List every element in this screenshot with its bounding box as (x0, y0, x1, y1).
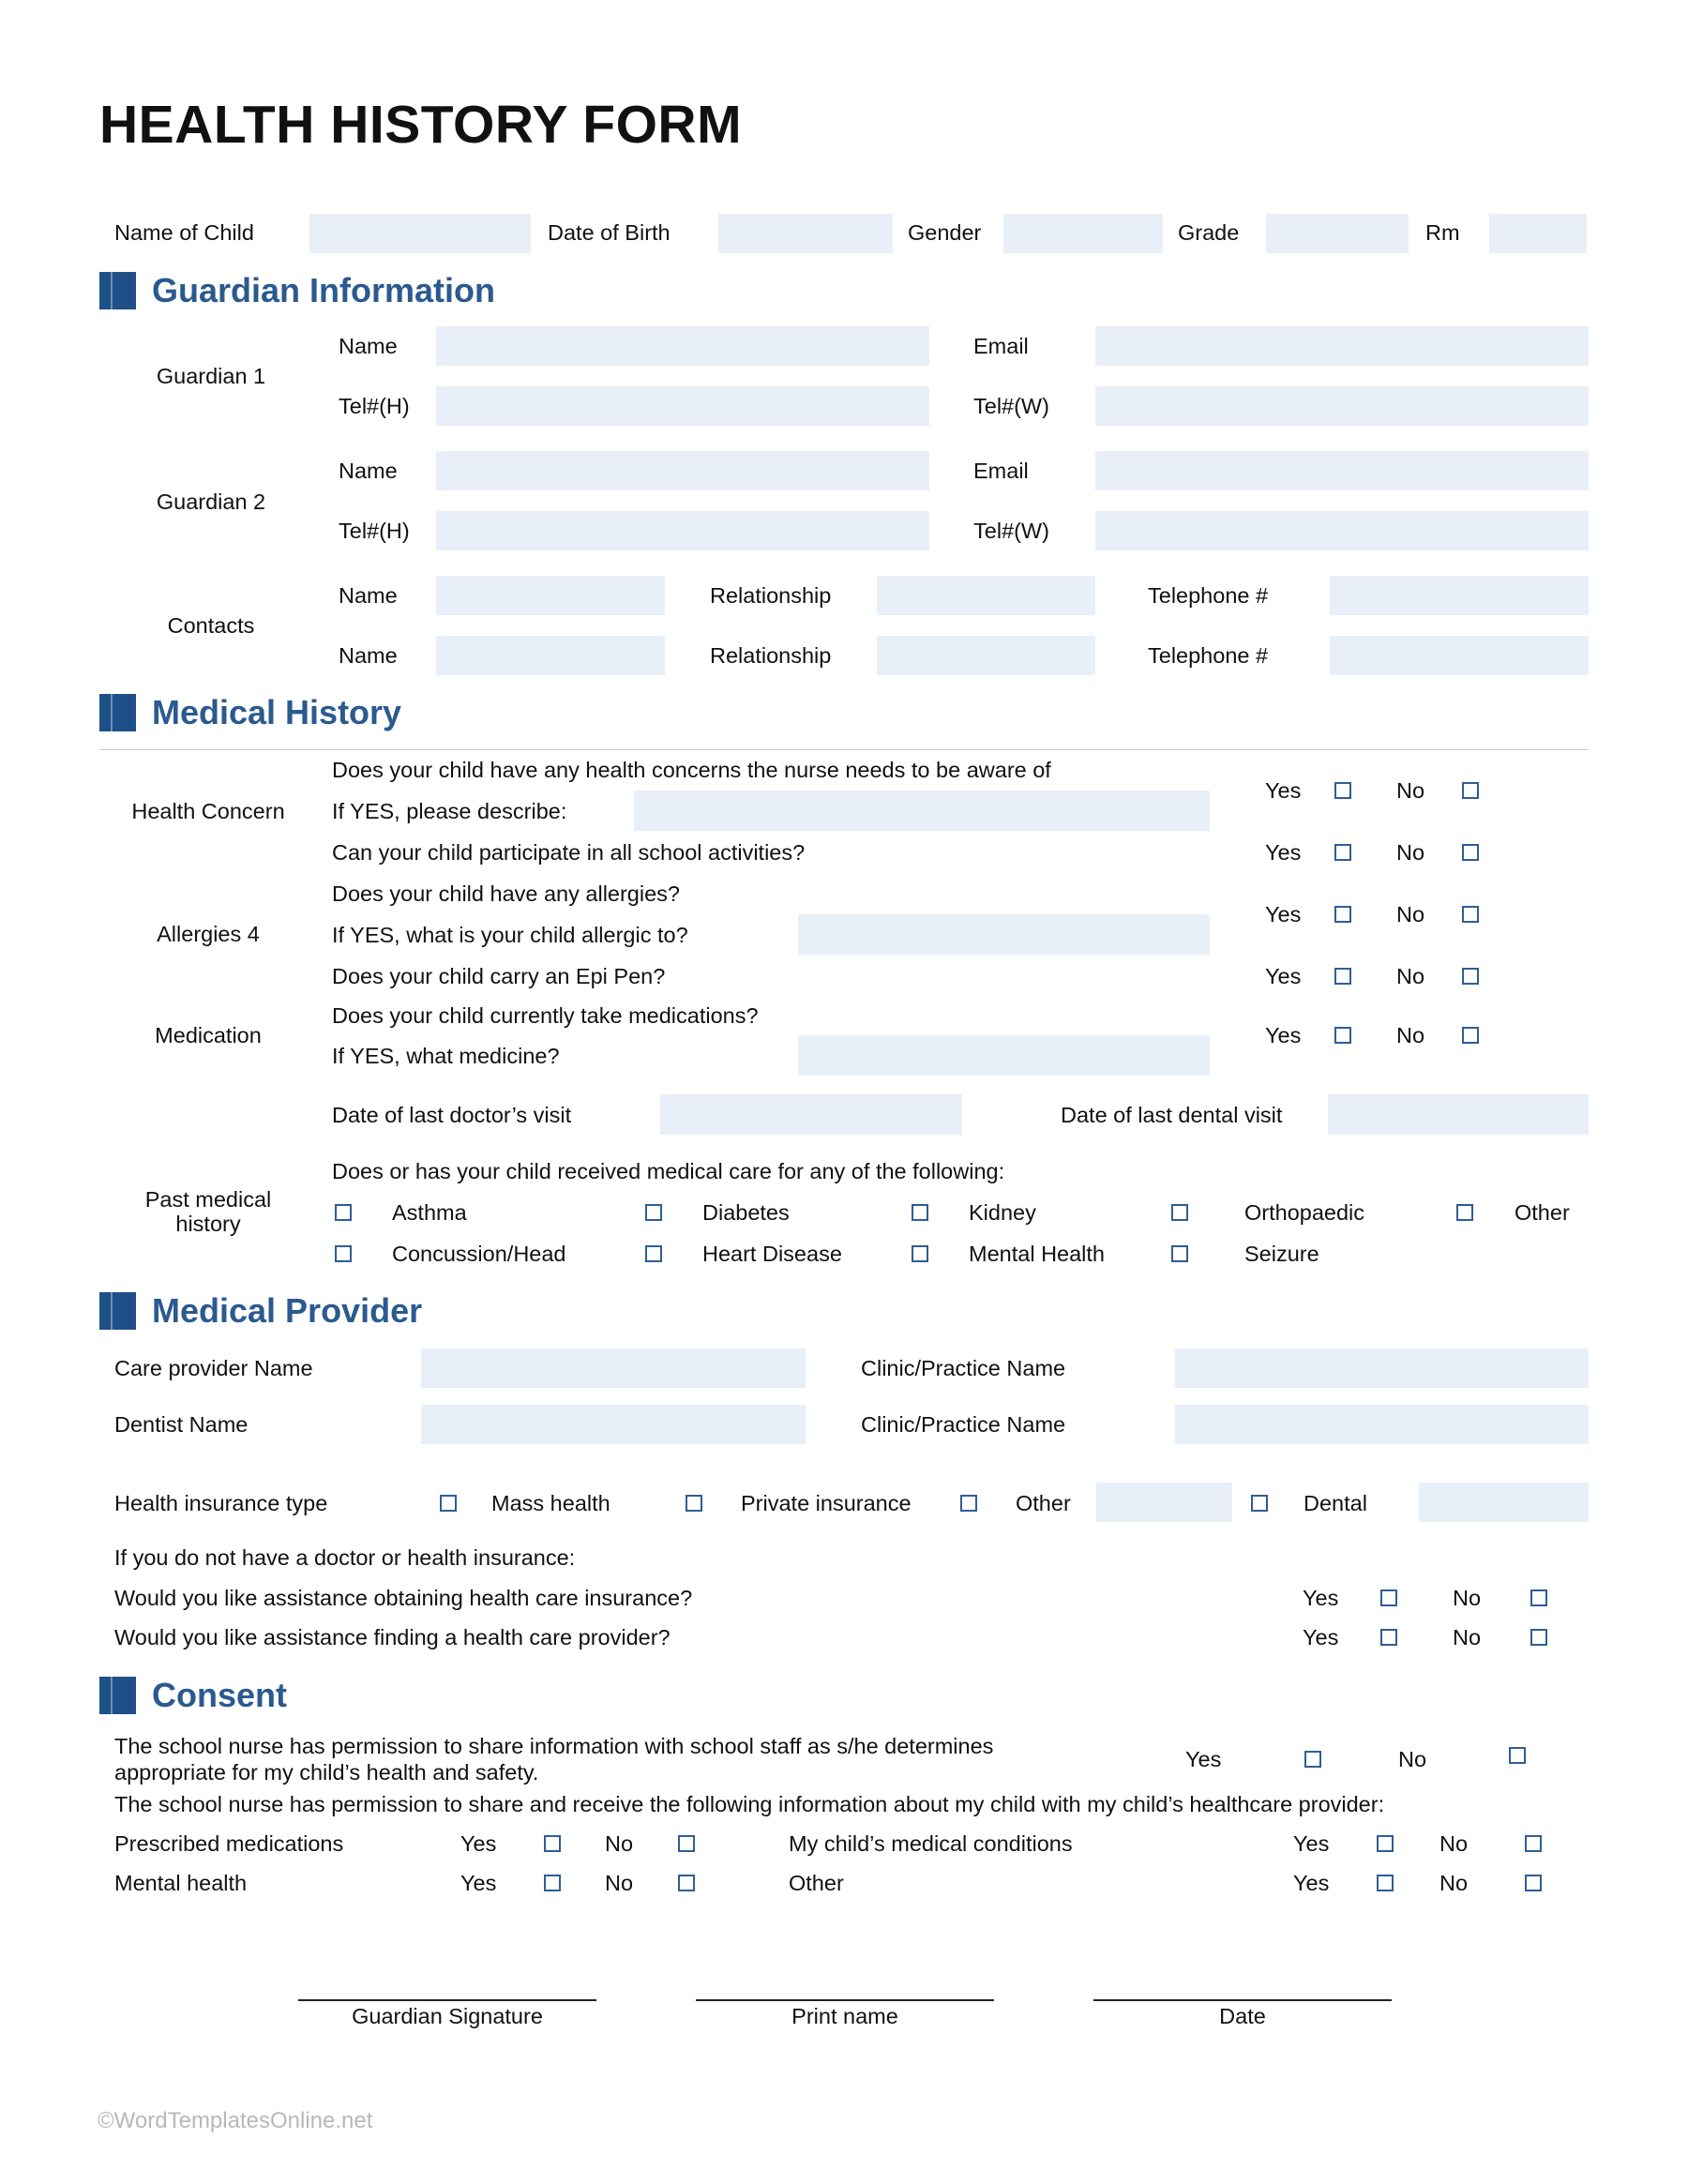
guardian-1-name-field[interactable] (436, 326, 929, 366)
mass-health-checkbox[interactable] (440, 1495, 457, 1512)
rm-label: Rm (1425, 220, 1460, 245)
q-participate: Can your child participate in all school activities? (332, 840, 806, 865)
guardian-2-name-field[interactable] (436, 451, 929, 490)
care-provider-label: Care provider Name (114, 1356, 313, 1380)
guardian-1-label: Guardian 1 (156, 364, 266, 388)
contact-2-name-label: Name (339, 643, 398, 668)
condition-other: Other (1515, 1200, 1570, 1225)
section-marker-icon (99, 1677, 136, 1714)
prescribed-no-checkbox[interactable] (678, 1835, 695, 1852)
section-title-consent: Consent (152, 1676, 287, 1714)
yes-label: Yes (1265, 964, 1302, 988)
other-insurance-field[interactable] (1096, 1483, 1232, 1522)
gender-label: Gender (908, 220, 982, 245)
guardian-1-email-field[interactable] (1095, 326, 1589, 366)
other-yes-checkbox[interactable] (1377, 1875, 1394, 1891)
dental-label: Dental (1304, 1491, 1367, 1515)
guardian-signature-line[interactable] (298, 1999, 596, 2001)
yes-label: Yes (1303, 1625, 1339, 1649)
consent-staff-yes-checkbox[interactable] (1304, 1751, 1321, 1768)
conditions-yes-checkbox[interactable] (1377, 1835, 1394, 1852)
condition-heart-disease: Heart Disease (702, 1242, 842, 1266)
consent-provider-label: The school nurse has permission to share and receive the following information about my child with my child’s healthcare provider: (114, 1792, 1385, 1816)
seizure-checkbox[interactable] (1171, 1245, 1188, 1262)
condition-mental-health: Mental Health (969, 1242, 1105, 1266)
contact-1-name-field[interactable] (436, 576, 665, 615)
other-condition-checkbox[interactable] (1456, 1204, 1473, 1221)
yes-label: Yes (1293, 1831, 1330, 1856)
allergies-yes-checkbox[interactable] (1334, 906, 1351, 923)
doctor-visit-label: Date of last doctor’s visit (332, 1103, 572, 1127)
guardian-1-name-label: Name (339, 334, 398, 358)
no-label: No (605, 1831, 634, 1856)
medications-yes-checkbox[interactable] (1334, 1027, 1351, 1044)
dentist-label: Dentist Name (114, 1412, 249, 1437)
divider (99, 749, 1589, 750)
dental-visit-field[interactable] (1328, 1094, 1589, 1135)
no-label: No (1396, 778, 1425, 803)
consent-staff-no-checkbox[interactable] (1509, 1747, 1526, 1764)
yes-label: Yes (1265, 840, 1302, 865)
page-title: HEALTH HISTORY FORM (99, 95, 743, 155)
grade-label: Grade (1178, 220, 1240, 245)
concussion-checkbox[interactable] (335, 1245, 352, 1262)
contact-2-telephone-label: Telephone # (1148, 643, 1269, 668)
dentist-field[interactable] (421, 1405, 806, 1444)
medication-label: Medication (155, 1023, 262, 1047)
condition-diabetes: Diabetes (702, 1200, 790, 1225)
kidney-checkbox[interactable] (912, 1204, 928, 1221)
participate-yes-checkbox[interactable] (1334, 844, 1351, 861)
epipen-no-checkbox[interactable] (1462, 968, 1479, 985)
contact-1-name-label: Name (339, 583, 398, 608)
no-label: No (1396, 1023, 1425, 1047)
insurance-type-label: Health insurance type (114, 1491, 328, 1515)
no-label: No (1453, 1625, 1482, 1649)
dental-field[interactable] (1419, 1483, 1589, 1522)
no-doctor-label: If you do not have a doctor or health insurance: (114, 1545, 576, 1570)
child-name-field[interactable] (309, 214, 531, 253)
concerns-yes-checkbox[interactable] (1334, 782, 1351, 799)
clinic-label: Clinic/Practice Name (861, 1356, 1066, 1380)
conditions-label: My child’s medical conditions (789, 1831, 1073, 1856)
consent-staff-line-2: appropriate for my child’s health and safety. (114, 1760, 539, 1785)
q-epipen: Does your child carry an Epi Pen? (332, 964, 666, 988)
print-name-line[interactable] (696, 1999, 994, 2001)
insurance-assist-no-checkbox[interactable] (1530, 1589, 1547, 1606)
yes-label: Yes (1185, 1747, 1222, 1771)
consent-staff-line-1: The school nurse has permission to share information with school staff as s/he determines (114, 1734, 994, 1758)
section-marker-icon (99, 1292, 136, 1330)
no-label: No (1396, 902, 1425, 926)
past-medical-label: Past medical history (144, 1187, 272, 1236)
guardian-1-tel-w-field[interactable] (1095, 386, 1589, 426)
print-name-label: Print name (791, 2004, 898, 2028)
guardian-2-tel-h-field[interactable] (436, 511, 929, 550)
prescribed-label: Prescribed medications (114, 1831, 344, 1856)
date-label: Date (1219, 2004, 1266, 2028)
q-past-care: Does or has your child received medical care for any of the following: (332, 1159, 1005, 1183)
yes-label: Yes (1265, 902, 1302, 926)
contact-2-telephone-field[interactable] (1330, 636, 1589, 675)
q-health-concerns: Does your child have any health concerns the nurse needs to be aware of (332, 758, 1051, 782)
provider-assist-no-checkbox[interactable] (1530, 1629, 1547, 1646)
yes-label: Yes (460, 1871, 497, 1895)
health-concern-label: Health Concern (131, 799, 285, 823)
condition-asthma: Asthma (392, 1200, 467, 1225)
section-title-guardian: Guardian Information (152, 271, 496, 309)
other-insurance-label: Other (1016, 1491, 1071, 1515)
diabetes-checkbox[interactable] (645, 1204, 662, 1221)
private-insurance-label: Private insurance (741, 1491, 912, 1515)
yes-label: Yes (1265, 1023, 1302, 1047)
guardian-2-email-label: Email (973, 459, 1029, 483)
condition-concussion: Concussion/Head (392, 1242, 566, 1266)
guardian-2-label: Guardian 2 (156, 490, 266, 514)
dental-checkbox[interactable] (1251, 1495, 1268, 1512)
medications-no-checkbox[interactable] (1462, 1027, 1479, 1044)
care-provider-field[interactable] (421, 1348, 806, 1388)
watermark: ©WordTemplatesOnline.net (98, 2108, 373, 2133)
insurance-assist-yes-checkbox[interactable] (1380, 1589, 1397, 1606)
mental-yes-checkbox[interactable] (544, 1875, 561, 1891)
guardian-1-tel-h-label: Tel#(H) (339, 394, 410, 418)
other-insurance-checkbox[interactable] (960, 1495, 977, 1512)
yes-label: Yes (460, 1831, 497, 1856)
q-medications: Does your child currently take medications? (332, 1003, 759, 1028)
yes-label: Yes (1265, 778, 1302, 803)
allergic-to-field[interactable] (798, 914, 1210, 955)
medicine-field[interactable] (798, 1035, 1210, 1076)
describe-field[interactable] (634, 791, 1210, 831)
date-line[interactable] (1093, 1999, 1392, 2001)
no-label: No (1439, 1871, 1469, 1895)
contact-1-telephone-field[interactable] (1330, 576, 1589, 615)
conditions-no-checkbox[interactable] (1525, 1835, 1542, 1852)
no-label: No (1396, 840, 1425, 865)
q-allergies: Does your child have any allergies? (332, 881, 680, 906)
mental-health-label: Mental health (114, 1871, 248, 1895)
q-describe: If YES, please describe: (332, 799, 567, 823)
concerns-no-checkbox[interactable] (1462, 782, 1479, 799)
mental-health-checkbox[interactable] (912, 1245, 928, 1262)
dental-clinic-label: Clinic/Practice Name (861, 1412, 1066, 1437)
contact-2-name-field[interactable] (436, 636, 665, 675)
asthma-checkbox[interactable] (335, 1204, 352, 1221)
contact-2-relationship-field[interactable] (877, 636, 1095, 675)
mental-no-checkbox[interactable] (678, 1875, 695, 1891)
condition-kidney: Kidney (969, 1200, 1036, 1225)
yes-label: Yes (1303, 1586, 1339, 1610)
contact-1-relationship-label: Relationship (710, 583, 832, 608)
guardian-2-tel-w-label: Tel#(W) (973, 519, 1049, 543)
no-label: No (1396, 964, 1425, 988)
contacts-label: Contacts (167, 613, 255, 638)
no-label: No (1439, 1831, 1469, 1856)
prescribed-yes-checkbox[interactable] (544, 1835, 561, 1852)
no-label: No (1398, 1747, 1427, 1771)
child-name-label: Name of Child (114, 220, 254, 245)
guardian-1-tel-w-label: Tel#(W) (973, 394, 1049, 418)
rm-field[interactable] (1489, 214, 1587, 253)
q-provider-assist: Would you like assistance finding a health care provider? (114, 1625, 671, 1649)
contact-2-relationship-label: Relationship (710, 643, 832, 668)
guardian-2-tel-h-label: Tel#(H) (339, 519, 410, 543)
section-title-provider: Medical Provider (152, 1291, 423, 1330)
dental-visit-label: Date of last dental visit (1061, 1103, 1283, 1127)
clinic-field[interactable] (1175, 1348, 1589, 1388)
heart-disease-checkbox[interactable] (645, 1245, 662, 1262)
q-insurance-assist: Would you like assistance obtaining health care insurance? (114, 1586, 693, 1610)
guardian-1-email-label: Email (973, 334, 1029, 358)
condition-orthopaedic: Orthopaedic (1244, 1200, 1365, 1225)
section-title-medical: Medical History (152, 693, 402, 731)
other-no-checkbox[interactable] (1525, 1875, 1542, 1891)
allergies-label: Allergies 4 (157, 922, 260, 946)
condition-seizure: Seizure (1244, 1242, 1319, 1266)
epipen-yes-checkbox[interactable] (1334, 968, 1351, 985)
participate-no-checkbox[interactable] (1462, 844, 1479, 861)
section-marker-icon (99, 272, 136, 309)
yes-label: Yes (1293, 1871, 1330, 1895)
contact-1-relationship-field[interactable] (877, 576, 1095, 615)
guardian-2-email-field[interactable] (1095, 451, 1589, 490)
q-allergic-to: If YES, what is your child allergic to? (332, 923, 688, 947)
other-consent-label: Other (789, 1871, 844, 1895)
dental-clinic-field[interactable] (1175, 1405, 1589, 1444)
allergies-no-checkbox[interactable] (1462, 906, 1479, 923)
private-insurance-checkbox[interactable] (686, 1495, 702, 1512)
no-label: No (605, 1871, 634, 1895)
doctor-visit-field[interactable] (660, 1094, 962, 1135)
guardian-2-tel-w-field[interactable] (1095, 511, 1589, 550)
q-what-medicine: If YES, what medicine? (332, 1044, 560, 1068)
provider-assist-yes-checkbox[interactable] (1380, 1629, 1397, 1646)
no-label: No (1453, 1586, 1482, 1610)
guardian-1-tel-h-field[interactable] (436, 386, 929, 426)
section-marker-icon (99, 694, 136, 731)
guardian-signature-label: Guardian Signature (352, 2004, 543, 2028)
guardian-2-name-label: Name (339, 459, 398, 483)
dob-label: Date of Birth (548, 220, 671, 245)
orthopaedic-checkbox[interactable] (1171, 1204, 1188, 1221)
dob-field[interactable] (718, 214, 893, 253)
mass-health-label: Mass health (491, 1491, 610, 1515)
contact-1-telephone-label: Telephone # (1148, 583, 1269, 608)
gender-field[interactable] (1003, 214, 1163, 253)
grade-field[interactable] (1266, 214, 1409, 253)
